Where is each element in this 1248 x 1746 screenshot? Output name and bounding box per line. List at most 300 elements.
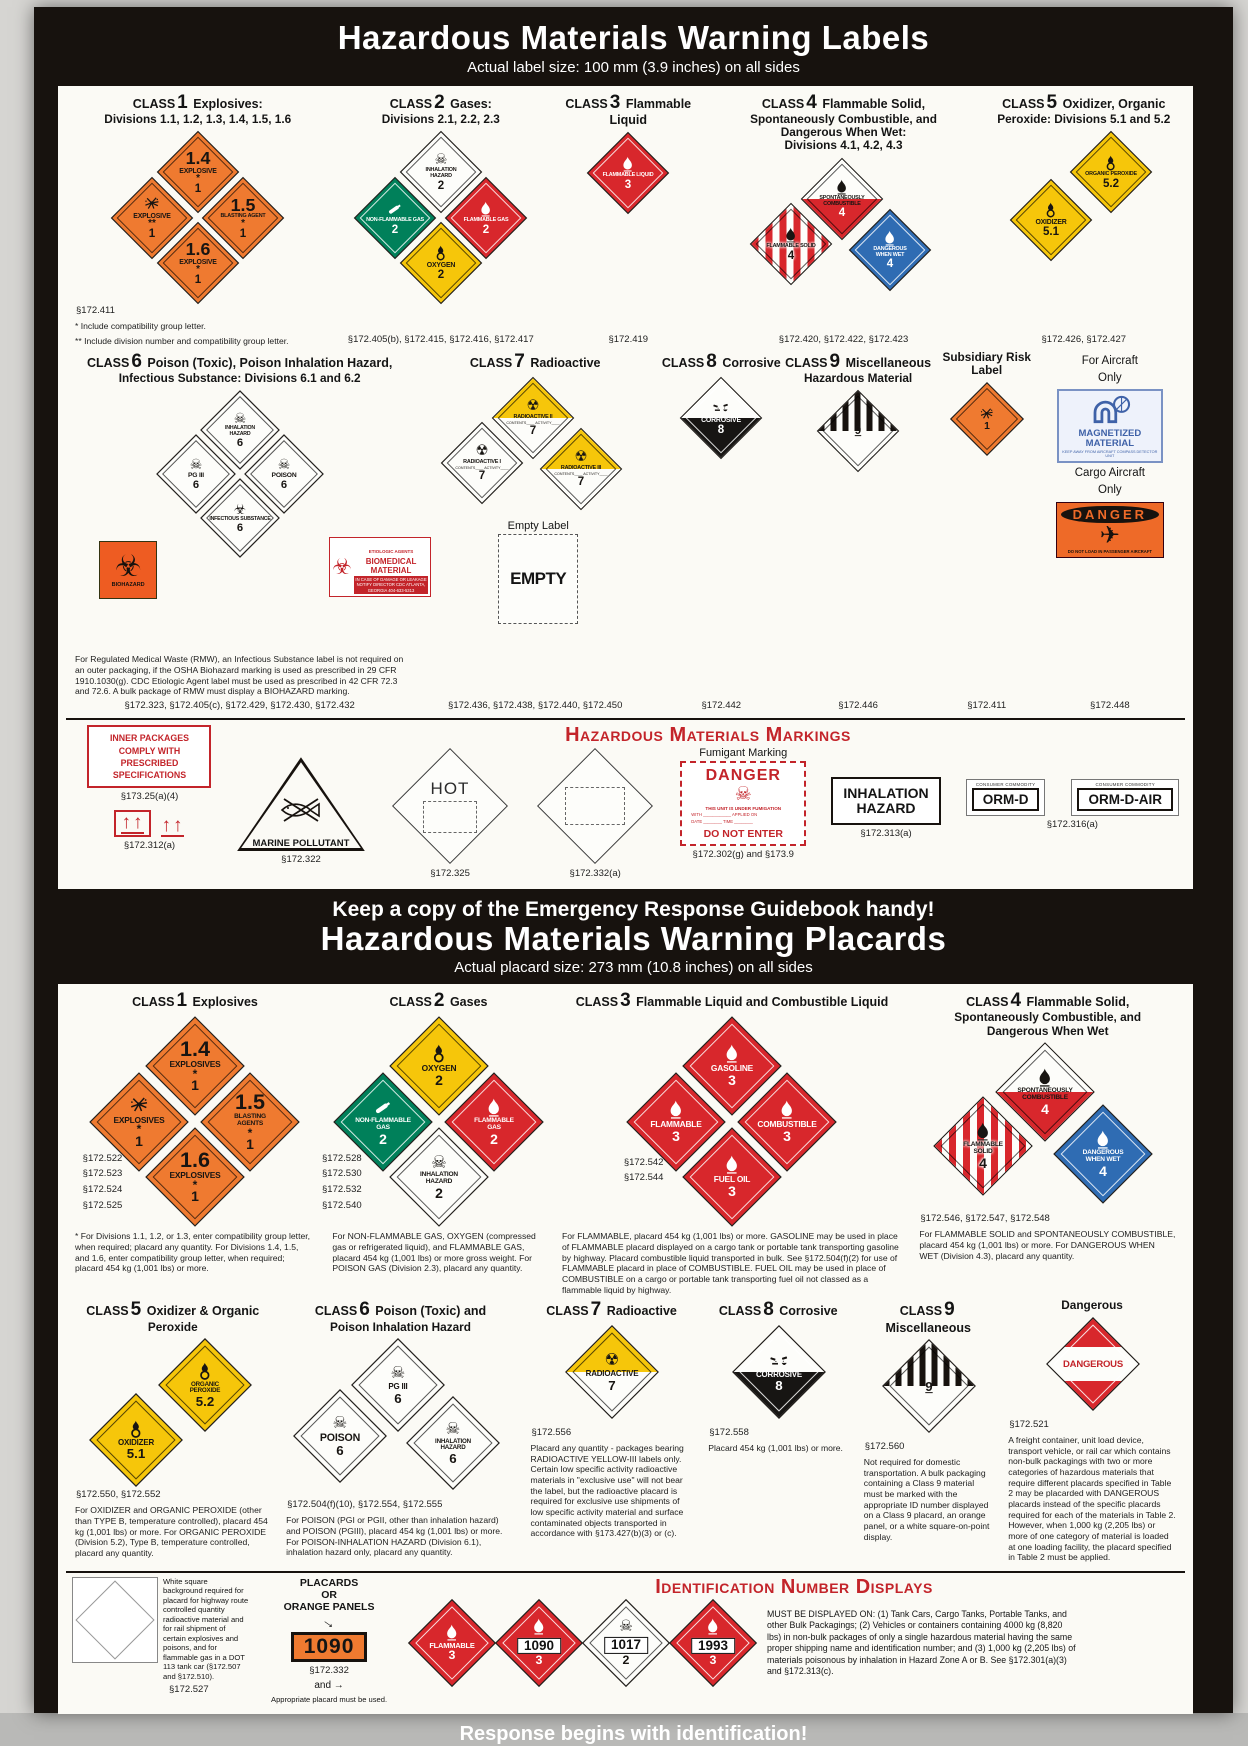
class-number: 5.1 bbox=[126, 1446, 146, 1462]
diamond-radioactive-i bbox=[442, 423, 522, 503]
compatibility-asterisk: * bbox=[193, 1067, 198, 1082]
class-number: 7 bbox=[577, 475, 585, 488]
hazard-text: POISON bbox=[271, 471, 297, 479]
hazard-text: EXPLOSIVE bbox=[179, 258, 217, 266]
cargo-aircraft-caption: Only bbox=[1098, 484, 1122, 497]
class-number: 6 bbox=[393, 1390, 402, 1406]
hazard-text: INHALATION HAZARD bbox=[420, 1171, 458, 1186]
hazard-text: ORGANIC PEROXIDE bbox=[1085, 170, 1138, 177]
class-number: 6 bbox=[335, 1442, 344, 1458]
diamond-dangerous-when-wet bbox=[1055, 1106, 1152, 1203]
class-number: 6 bbox=[448, 1450, 457, 1466]
class-number: 2 bbox=[392, 223, 399, 236]
flame-icon bbox=[530, 1619, 547, 1636]
cargo-aircraft-danger-label: DANGER ✈ DO NOT LOAD IN PASSENGER AIRCRAFT bbox=[1056, 502, 1164, 558]
class-heading: CLASS 3 Flammable Liquid bbox=[565, 91, 692, 127]
class-heading: CLASS 8 Corrosive bbox=[661, 350, 781, 372]
class-9-labels: CLASS 9 Miscellaneous Hazardous Material 9 §172.446 bbox=[781, 351, 934, 712]
regulation-citations: §172.312(a) bbox=[123, 839, 176, 851]
placards-or-orange-panels: PLACARDS OR ORANGE PANELS → 1090 §172.332 and → Appropriate placard must be used. bbox=[257, 1577, 401, 1705]
skull-icon: ☠ bbox=[332, 1413, 347, 1433]
labels-section bbox=[58, 86, 1193, 889]
class-7-labels bbox=[409, 351, 661, 712]
marking-hot: HOT §172.325 bbox=[390, 747, 510, 880]
marking-triangle: MARINE POLLUTANT §172.322 bbox=[237, 747, 365, 866]
regulation-citations: §172.332(a) bbox=[569, 868, 621, 880]
diamond-cluster bbox=[442, 378, 628, 618]
class-number: 1 bbox=[135, 1132, 144, 1149]
diamond-explosives bbox=[147, 1128, 244, 1225]
class-number: 1 bbox=[246, 1136, 255, 1153]
class-1-labels: CLASS 1 Explosives: Divisions 1.1, 1.2, 1.3, 1.4, 1.5, 1.6 1.4 EXPLOSIVE * 1 EXPLOSIVE ** 1 1.5 BLASTING AGENT * 1 1.6 EXPLOSIVE * 1 §172.411 * Include compatibility group letter. ** Include division number and compatibility group letter. bbox=[70, 92, 326, 347]
skull-icon: ☠ bbox=[445, 1419, 460, 1439]
magnet-compass-icon bbox=[1084, 394, 1136, 424]
diamond-poison bbox=[294, 1391, 385, 1482]
hazard-text: EXPLOSIVE bbox=[133, 212, 171, 220]
class-6-placards: CLASS 6 Poison (Toxic) and Poison Inhalation Hazard ☠ PG III 6 ☠ POISON 6 ☠ INHALATION HAZARD 6 §172.504(f)(10), §172.554, §172.555 For POISON (PGI or PGII, other than inhalation hazard) and POISON (PGIII), placard 454 kg (1,001 lbs) or more. For POISON-INHALATION HAZARD (Division 6.1), inhalation hazard only, placard any quantity. bbox=[281, 1299, 520, 1557]
arrow-icon: → bbox=[318, 1611, 341, 1634]
class-heading: CLASS 1 Explosives bbox=[132, 990, 258, 1012]
magnetized-material-label: MAGNETIZED MATERIAL KEEP AWAY FROM AIRCRAFT COMPASS DETECTOR UNIT bbox=[1057, 389, 1163, 463]
class-heading: CLASS 1 Explosives: bbox=[132, 91, 263, 113]
diamond-cluster bbox=[678, 378, 764, 464]
diamond-cluster bbox=[879, 1341, 977, 1439]
regulation-citations: §172.546, §172.547, §172.548 bbox=[920, 1212, 1050, 1224]
white-square-note: White square background required for placard for highway route controlled quantity radioactive material and for rail shipment of certain explosives and poisons, and for flammable gas in a DOT 113 tank car (§172.507 and §172.510). §172.527 bbox=[72, 1577, 249, 1705]
skull-icon: ☠ bbox=[277, 455, 290, 472]
diamond-explosive bbox=[158, 223, 238, 303]
class-9-placards bbox=[859, 1299, 998, 1542]
oxidizer-icon bbox=[196, 1362, 214, 1380]
fine-print: CONTENTS____ ACTIVITY____ bbox=[455, 465, 509, 470]
biohazard-icon: ☣ bbox=[233, 500, 246, 517]
diamond-flammable-solid bbox=[935, 1098, 1032, 1195]
diamond-cluster bbox=[1043, 1319, 1141, 1417]
class-1-placards bbox=[70, 990, 320, 1274]
diamond-cluster bbox=[935, 1044, 1161, 1211]
regulation-citations: §172.527 bbox=[169, 1684, 209, 1696]
footnote: Placard 454 kg (1,001 lbs) or more. bbox=[708, 1443, 843, 1453]
class-5-labels: CLASS 5 Oxidizer, Organic Peroxide: Divisions 5.1 and 5.2 ORGANIC PEROXIDE 5.2 OXIDIZER 5.1 §172.426, §172.427 bbox=[987, 92, 1181, 347]
hazard-text: EXPLOSIVES bbox=[169, 1170, 222, 1181]
footnote: For NON-FLAMMABLE GAS, OXYGEN (compressed gas or refrigerated liquid), and FLAMMABLE GAS, placard 454 kg (1,001 lbs) or more gross weight. For POISON GAS (Division 2.3), placard any quantity. bbox=[332, 1231, 536, 1274]
compatibility-asterisk: * bbox=[241, 217, 246, 229]
diamond-cluster bbox=[729, 1327, 827, 1425]
regulation-citations: §172.521 bbox=[1009, 1418, 1049, 1430]
guidebook-banner: Keep a copy of the Emergency Response Guidebook handy! bbox=[332, 897, 935, 921]
regulation-citations: §172.448 bbox=[1090, 699, 1130, 711]
skull-icon: ☠ bbox=[434, 151, 448, 168]
class-number: 6 bbox=[192, 478, 199, 491]
flame-icon bbox=[778, 1100, 797, 1119]
hazard-text: INHALATION HAZARD bbox=[224, 425, 255, 437]
hazard-text: OXYGEN bbox=[421, 1063, 457, 1074]
regulation-citations: §172.420, §172.422, §172.423 bbox=[778, 334, 909, 346]
fine-print: CONTENTS____ ACTIVITY____ bbox=[506, 420, 560, 425]
class-number: 4 bbox=[1041, 1101, 1050, 1118]
explosion-icon bbox=[144, 196, 160, 212]
flame-icon bbox=[484, 1098, 503, 1117]
footnote: For Regulated Medical Waste (RMW), an Infectious Substance label is not required on an outer packaging, if the OSHA Biohazard marking is used as prescribed in 29 CFR 1910.1030(g). CDC Etiologic Agent label must be used as prescribed in 42 CFR 72.3 and 72.6. A bulk package of RMW must display a BIOHAZARD marking. bbox=[75, 654, 404, 697]
compatibility-asterisk: * bbox=[193, 1178, 198, 1193]
oxidizer-icon bbox=[433, 245, 449, 261]
middle-banner bbox=[34, 889, 1233, 985]
hazard-text: FLAMMABLE GAS bbox=[474, 1117, 514, 1131]
skull-icon: ☠ bbox=[431, 1151, 447, 1172]
placards-row-1 bbox=[66, 988, 1185, 1297]
bottom-banner bbox=[34, 1714, 1233, 1746]
fine-print: CONTENTS____ ACTIVITY____ bbox=[554, 471, 608, 476]
class-3-labels bbox=[556, 92, 700, 347]
diamond-cluster bbox=[90, 1340, 255, 1487]
diamond-cluster bbox=[355, 132, 526, 303]
hazard-text: FLAMMABLE bbox=[428, 1641, 475, 1651]
class-6-labels: CLASS 6 Poison (Toxic), Poison Inhalation Hazard, Infectious Substance: Divisions 6.1 and 6.2 ☠ INHALATION HAZARD 6 ☠ PG III 6 ☠ POISON 6 ☣ INFECTIOUS SUBSTANCE 6 ☣ BIOHAZARD ☣ ETIOLOGIC AGENTS BIOMEDICAL MATERIAL IN CASE OF DAMAGE OR LEAKAGE NOTIFY DIRECTOR CDC ATLANTA, GEORGIA 404-633-5313 For Regulated Medical Waste (RMW), an Infectious Substance label is not required on an outer packaging, if the OSHA Biohazard marking is used as prescribed in 29 CFR 1910.1030(g). CDC Etiologic Agent label must be used as prescribed in 42 CFR 72.3 and 72.6. A bulk package of RMW must display a BIOHAZARD marking. §172.323, §172.405(c), §172.429, §172.430, §172.432 bbox=[70, 351, 409, 712]
skull-icon: ☠ bbox=[618, 1618, 633, 1636]
class-number: 3 bbox=[672, 1128, 681, 1145]
explosion-icon bbox=[980, 406, 994, 420]
must-be-displayed-text: MUST BE DISPLAYED ON: (1) Tank Cars, Cargo Tanks, Portable Tanks, and other Bulk Packagings; (2) Vehicles or containers containing 4000 kg (8,820 lbs) in non-bulk packages of only a single hazardous material having the same proper shipping name and identification number; and (3) 1,000 kg (2,205 lbs) of materials poisonous by inhalation in Hazard Zone A or B. See §172.301(a)(3) and §172.313(c). bbox=[767, 1609, 1076, 1677]
class-3-placards bbox=[557, 990, 907, 1295]
subsidiary-risk-label bbox=[935, 351, 1039, 712]
hazard-text: DANGEROUS bbox=[1062, 1358, 1123, 1370]
explosion-icon bbox=[130, 1096, 149, 1115]
hazard-text: COMBUSTIBLE bbox=[757, 1119, 818, 1130]
fumigant-danger-sign: DANGER ☠ THIS UNIT IS UNDER FUMIGATION WITH ____________ APPLIED ON DATE ________ TIME ________ DO NOT ENTER bbox=[680, 761, 806, 845]
class-number: 9 bbox=[925, 1378, 933, 1394]
class-number: 3 bbox=[783, 1128, 792, 1145]
flame-icon bbox=[667, 1100, 686, 1119]
regulation-citations: §172.411 bbox=[967, 699, 1007, 711]
biohazard-marking: ☣ BIOHAZARD bbox=[99, 541, 157, 599]
class-2-labels: CLASS 2 Gases: Divisions 2.1, 2.2, 2.3 ☠ INHALATION HAZARD 2 NON-FLAMMABLE GAS 2 FLAMMABLE GAS 2 OXYGEN 2 §172.405(b), §172.415, §172.416, §172.417 bbox=[330, 92, 552, 347]
regulation-citations: §172.556 bbox=[531, 1426, 572, 1438]
regulation-citations: §172.325 bbox=[430, 868, 470, 880]
compatibility-asterisk: ** bbox=[148, 218, 157, 230]
class-number: 2 bbox=[438, 269, 445, 282]
diamond-cluster bbox=[563, 1327, 661, 1425]
markings-title: Hazardous Materials Markings bbox=[565, 724, 851, 747]
oxidizer-icon bbox=[429, 1044, 448, 1063]
flame-icon bbox=[620, 156, 636, 172]
up-arrows-icon: ↑↑ bbox=[121, 811, 145, 833]
compatibility-asterisk: * bbox=[248, 1125, 253, 1140]
id-displays-title: Identification Number Displays bbox=[655, 1575, 933, 1598]
diamond-cluster bbox=[322, 1017, 542, 1225]
hazard-text: CORROSIVE bbox=[701, 416, 742, 424]
compatibility-asterisk: * bbox=[196, 263, 201, 275]
regulation-citations: §173.25(a)(4) bbox=[120, 791, 179, 803]
un-id-number: 1017 bbox=[604, 1637, 648, 1654]
diamond-corrosive bbox=[681, 378, 761, 458]
crossed-fish-icon bbox=[278, 797, 324, 823]
class-number: 7 bbox=[478, 469, 486, 482]
hazard-text: FLAMMABLE GAS bbox=[463, 216, 509, 223]
orm-d-air-marking: CONSUMER COMMODITY ORM-D-AIR bbox=[1071, 779, 1179, 816]
footnote: For OXIDIZER and ORGANIC PEROXIDE (other than TYPE B, temperature controlled), placard 454 kg (1,001 lbs) or more. For ORGANIC PEROXIDE (Division 5.2), Type B, temperature controlled, placard any quantity. bbox=[75, 1505, 268, 1558]
hazard-text: RADIOACTIVE bbox=[585, 1369, 639, 1379]
white-square-background bbox=[72, 1577, 158, 1663]
class-8-placards bbox=[703, 1299, 853, 1453]
class-heading: CLASS 9 Miscellaneous bbox=[885, 1299, 971, 1335]
un-id-number: 1090 bbox=[517, 1638, 561, 1655]
section-heading: Subsidiary Risk bbox=[942, 349, 1031, 364]
skull-icon: ☠ bbox=[233, 409, 246, 426]
diamond-flammable-liquid bbox=[588, 133, 668, 213]
division-number: 1.4 bbox=[180, 1035, 211, 1061]
diamond-class9 bbox=[818, 391, 898, 471]
class-number: 3 bbox=[535, 1653, 542, 1668]
hazmat-poster bbox=[34, 7, 1233, 1746]
class-number: 1 bbox=[240, 227, 247, 240]
hazard-text: FUEL OIL bbox=[714, 1174, 751, 1185]
oxidizer-icon bbox=[127, 1420, 145, 1438]
class-number: 2 bbox=[379, 1130, 387, 1147]
class-number: 3 bbox=[448, 1648, 455, 1663]
flame-icon bbox=[478, 201, 494, 217]
class-8-labels bbox=[661, 351, 781, 712]
diamond-oxidizer bbox=[1011, 180, 1091, 260]
class-number: 2 bbox=[622, 1653, 629, 1668]
class-heading: CLASS 5 Oxidizer & Organic bbox=[86, 1299, 260, 1321]
section-heading: Label bbox=[971, 362, 1003, 377]
footnote: For FLAMMABLE, placard 454 kg (1,001 lbs) or more. GASOLINE may be used in place of FLAMMABLE placard displayed on a cargo tank or portable tank transporting gasoline by highway. Placard combustible liquid transported in bulk. See §172.504(f)(2) for use of FLAMMABLE placard in place of COMBUSTIBLE. FUEL OIL may be used in place of COMBUSTIBLE on a cargo or portable tank transporting fuel oil not classed as a flammable liquid by highway. bbox=[562, 1231, 899, 1295]
class-number: 1 bbox=[983, 420, 990, 432]
flame-icon bbox=[443, 1624, 460, 1641]
compatibility-asterisk: * bbox=[196, 172, 201, 184]
class-heading: CLASS 4 Flammable Solid, bbox=[966, 990, 1130, 1012]
regulation-citations: §172.528 §172.530 §172.532 §172.540 bbox=[322, 1152, 362, 1211]
biohazard-icon: ☣ bbox=[332, 554, 352, 580]
hazard-text: DANGEROUS WHEN WET bbox=[872, 245, 907, 257]
class-4-placards: CLASS 4 Flammable Solid, Spontaneously Combustible, and Dangerous When Wet SPONTANEOUSLY COMBUSTIBLE 4 FLAMMABLE SOLID 4 DANGEROUS WHEN WET 4 §172.546, §172.547, §172.548 For FLAMMABLE SOLID and SPONTANEOUSLY COMBUSTIBLE, placard 454 kg (1,001 lbs) or more. For DANGEROUS WHEN WET (Division 4.3), placard any quantity. bbox=[914, 990, 1181, 1261]
hazard-text: DANGEROUS WHEN WET bbox=[1082, 1149, 1124, 1164]
dangerous-placard bbox=[1003, 1299, 1181, 1562]
regulation-citations: §172.302(g) and §173.9 bbox=[692, 848, 794, 860]
marking-orm bbox=[966, 747, 1179, 831]
regulation-citations: §172.419 bbox=[608, 334, 649, 346]
footnote: A freight container, unit load device, transport vehicle, or rail car which contains non-bulk packagings with two or more categories of hazardous materials that require different placards specified in Table 2 may be placarded with DANGEROUS placards instead of the specific placards required for each of the materials in Table 2. However, when 1,000 kg (2,205 lbs) or more of one category of material is loaded at one loading facility, the placard specified in Table 2 must be applied. bbox=[1008, 1434, 1176, 1563]
hazard-text: SPONTANEOUSLY COMBUSTIBLE bbox=[1017, 1087, 1073, 1102]
class-heading: CLASS 6 Poison (Toxic) and bbox=[314, 1299, 487, 1321]
cylinder-icon bbox=[387, 201, 403, 217]
inner-packages-marking: INNER PACKAGES COMPLY WITH PRESCRIBED SPECIFICATIONS §173.25(a)(4) ↑↑ ↑↑ §172.312(a) bbox=[72, 725, 227, 880]
placards-row-2 bbox=[66, 1297, 1185, 1564]
class-number: 1 bbox=[191, 1188, 200, 1205]
aircraft-caption: Only bbox=[1098, 371, 1122, 384]
diamond-white bbox=[583, 1601, 668, 1686]
regulation-citations: §172.405(b), §172.415, §172.416, §172.417 bbox=[347, 334, 534, 346]
class-number: 2 bbox=[490, 1130, 498, 1147]
footnote: For FLAMMABLE SOLID and SPONTANEOUSLY COMBUSTIBLE, placard 454 kg (1,001 lbs) or more. For DANGEROUS WHEN WET (Division 4.3), placard any quantity. bbox=[919, 1229, 1176, 1261]
regulation-citations: §172.323, §172.405(c), §172.429, §172.430, §172.432 bbox=[124, 699, 355, 711]
class-number: 3 bbox=[728, 1072, 737, 1089]
diamond-class9 bbox=[883, 1341, 974, 1432]
hazard-text: BLASTING AGENTS bbox=[234, 1113, 267, 1127]
hazard-text: FLAMMABLE SOLID bbox=[765, 242, 816, 249]
diamond-corrosive bbox=[733, 1327, 824, 1418]
diamond-cluster bbox=[294, 1340, 507, 1497]
radiation-icon: ☢ bbox=[475, 443, 489, 460]
class-number: 7 bbox=[529, 424, 537, 437]
hazard-text: SPONTANEOUSLY COMBUSTIBLE bbox=[818, 194, 865, 206]
footnote: Placard any quantity - packages bearing RADIOACTIVE YELLOW-III labels only. Certain low specific activity radioactive materials in "exclusive use" will not bear the label, but the radioactive placard is required for exclusive use shipments of low specific activity material and surface contaminated objects transported in accordance with §173.427(b)(3) or (c). bbox=[530, 1443, 684, 1539]
hazard-text: CORROSIVE bbox=[755, 1369, 802, 1379]
class-number: 6 bbox=[236, 522, 243, 535]
regulation-citations: §172.558 bbox=[709, 1426, 749, 1438]
diamond-cluster bbox=[751, 159, 937, 297]
diamond-orange bbox=[951, 383, 1022, 454]
division-number: 1.5 bbox=[235, 1089, 266, 1115]
class-2-placards bbox=[322, 990, 549, 1274]
class-number: 6 bbox=[236, 436, 243, 449]
un-id-number: 1993 bbox=[691, 1638, 735, 1655]
diamond-infectious-substance bbox=[201, 479, 278, 556]
division-number: 1.6 bbox=[185, 238, 211, 259]
class-heading: CLASS 4 Flammable Solid, bbox=[761, 91, 926, 113]
hazard-text: RADIOACTIVE I bbox=[463, 458, 502, 465]
class-number: 8 bbox=[775, 1378, 783, 1394]
oxidizer-icon bbox=[1103, 155, 1119, 171]
cargo-aircraft-caption: Cargo Aircraft bbox=[1074, 467, 1145, 480]
class-number: 4 bbox=[1099, 1163, 1108, 1180]
orm-d-marking: CONSUMER COMMODITY ORM-D bbox=[966, 779, 1046, 816]
class-heading: CLASS 3 Flammable Liquid and Combustible Liquid bbox=[575, 990, 889, 1012]
regulation-citations: §172.504(f)(10), §172.554, §172.555 bbox=[287, 1498, 443, 1510]
class-number: 2 bbox=[438, 179, 445, 192]
flame-icon bbox=[1036, 1068, 1055, 1087]
diamond-cluster bbox=[623, 1017, 836, 1225]
diamond-cluster bbox=[112, 132, 283, 303]
class-number: 1 bbox=[195, 273, 202, 286]
footnote: For POISON (PGI or PGII, other than inhalation hazard) and POISON (PGIII), placard 454 kg (1,001 lbs) or more. For POISON-INHALATION HAZARD (Division 6.1), inhalation hazard only, placard any quantity. bbox=[286, 1515, 503, 1558]
flame-icon bbox=[1094, 1130, 1113, 1149]
class-number: 5.1 bbox=[1043, 226, 1060, 239]
class-heading: CLASS 8 Corrosive bbox=[718, 1299, 838, 1321]
plane-icon: ✈ bbox=[1099, 521, 1120, 549]
diamond-cluster bbox=[82, 1017, 299, 1225]
class-number: 7 bbox=[608, 1377, 616, 1393]
hazard-text: INHALATION HAZARD bbox=[425, 167, 457, 179]
labels-title: Hazardous Materials Warning Labels bbox=[337, 19, 930, 56]
hazard-text: OXIDIZER bbox=[1035, 218, 1067, 226]
class-number: 4 bbox=[886, 257, 893, 270]
hazard-text: FLAMMABLE SOLID bbox=[963, 1141, 1004, 1156]
class-number: 8 bbox=[718, 424, 725, 437]
division-number: 1.4 bbox=[185, 147, 211, 168]
diamond-oxidizer bbox=[90, 1395, 181, 1486]
diamond-fuel-oil bbox=[684, 1128, 781, 1225]
regulation-citations: §172.411 bbox=[76, 305, 115, 317]
footnote: * Include compatibility group letter. bbox=[75, 321, 206, 332]
diamond-dangerous-when-wet bbox=[850, 210, 930, 290]
class-heading: CLASS 6 Poison (Toxic), Poison Inhalation Hazard, bbox=[86, 350, 393, 372]
class-heading: CLASS 7 Radioactive bbox=[546, 1299, 677, 1321]
class-heading: CLASS 5 Oxidizer, Organic bbox=[1002, 91, 1166, 113]
class-number: 6 bbox=[280, 478, 287, 491]
hazard-text: EXPLOSIVE bbox=[179, 167, 217, 175]
compatibility-asterisk: * bbox=[137, 1122, 142, 1137]
diamond-dangerous bbox=[1047, 1319, 1138, 1410]
biomedical-material-label: ☣ ETIOLOGIC AGENTS BIOMEDICAL MATERIAL IN CASE OF DAMAGE OR LEAKAGE NOTIFY DIRECTOR CDC ATLANTA, GEORGIA 404-633-5313 bbox=[329, 537, 431, 597]
hazard-text: INHALATION HAZARD bbox=[434, 1437, 471, 1452]
diamond-inhalation-hazard bbox=[407, 1398, 498, 1489]
flame-icon bbox=[882, 230, 898, 246]
labels-header bbox=[34, 7, 1233, 86]
class-heading: CLASS 2 Gases bbox=[389, 990, 488, 1012]
flame-icon bbox=[834, 179, 850, 195]
flame-icon bbox=[974, 1122, 993, 1141]
orange-panel-1090: 1090 bbox=[291, 1632, 368, 1662]
placards-subtitle: Actual placard size: 273 mm (10.8 inches) on all sides bbox=[454, 959, 813, 977]
hazard-text: OXIDIZER bbox=[117, 1438, 154, 1448]
class-number: 1 bbox=[149, 228, 156, 241]
marking-empty-diamond bbox=[535, 747, 655, 880]
skull-icon: ☠ bbox=[390, 1363, 405, 1383]
diamond-red bbox=[670, 1601, 755, 1686]
diamond-flammable bbox=[409, 1601, 494, 1686]
regulation-citations: §172.550, §172.552 bbox=[76, 1488, 161, 1500]
flame-icon bbox=[704, 1619, 721, 1636]
hazard-text: EXPLOSIVES bbox=[113, 1114, 166, 1125]
hazard-text: INFECTIOUS SUBSTANCE bbox=[208, 515, 271, 522]
aircraft-labels bbox=[1039, 351, 1181, 712]
id-placard-examples bbox=[409, 1601, 755, 1686]
class-number: 2 bbox=[435, 1072, 443, 1089]
radiation-icon: ☢ bbox=[604, 1350, 620, 1370]
corrosive-icon bbox=[713, 400, 729, 416]
oxidizer-icon bbox=[1043, 202, 1059, 218]
class-number: 1 bbox=[195, 182, 202, 195]
hazard-text: OXYGEN bbox=[427, 261, 456, 269]
class-number: 4 bbox=[979, 1155, 988, 1172]
hazard-text: ORGANIC PEROXIDE bbox=[189, 1380, 221, 1395]
regulation-citations: §172.442 bbox=[701, 699, 742, 711]
flame-icon bbox=[783, 226, 799, 242]
class-number: 5.2 bbox=[195, 1393, 215, 1409]
hazard-text: NON-FLAMMABLE GAS bbox=[355, 1117, 411, 1131]
labels-subtitle: Actual label size: 100 mm (3.9 inches) on all sides bbox=[467, 58, 800, 76]
hazard-text: FLAMMABLE LIQUID bbox=[602, 171, 654, 178]
regulation-citations: §172.436, §172.438, §172.440, §172.450 bbox=[448, 699, 623, 711]
markings-band bbox=[66, 718, 1185, 882]
footnote: Not required for domestic transportation. A bulk packaging containing a Class 9 material must be marked with the appropriate ID number displayed on a Class 9 placard, an orange panel, or a white square-on-point display. bbox=[863, 1457, 990, 1542]
placards-title: Hazardous Materials Warning Placards bbox=[320, 919, 947, 957]
class-heading: CLASS 2 Gases: bbox=[389, 91, 492, 113]
marking-textbox: INHALATION HAZARD §172.313(a) bbox=[831, 747, 940, 840]
class-heading: CLASS 7 Radioactive bbox=[469, 350, 601, 372]
response-banner-text: Response begins with identification! bbox=[459, 1723, 808, 1746]
class-5-placards: CLASS 5 Oxidizer & Organic Peroxide ORGANIC PEROXIDE 5.2 OXIDIZER 5.1 §172.550, §172.552 For OXIDIZER and ORGANIC PEROXIDE (other than TYPE B, temperature controlled), placard 454 kg (1,001 lbs) or more. For ORGANIC PEROXIDE (Division 5.2), Type B, temperature controlled, placard any quantity. bbox=[70, 1299, 276, 1558]
class-number: 5.2 bbox=[1103, 177, 1120, 190]
cylinder-icon bbox=[373, 1098, 392, 1117]
class-4-labels: CLASS 4 Flammable Solid, Spontaneously Combustible, and Dangerous When Wet: Divisions 4.1, 4.2, 4.3 SPONTANEOUSLY COMBUSTIBLE 4 FLAMMABLE SOLID 4 DANGEROUS WHEN WET 4 §172.420, §172.422, §172.423 bbox=[705, 92, 983, 347]
footnote: * For Divisions 1.1, 1.2, or 1.3, enter compatibility group letter, when required; placard any quantity. For Divisions 1.4, 1.5, and 1.6, enter compatibility group letter, when required; placard 454 kg (1,001 lbs) or more. bbox=[75, 1231, 311, 1274]
regulation-citations: §172.560 bbox=[864, 1440, 905, 1452]
radiation-icon: ☢ bbox=[574, 449, 588, 466]
marking-fumigant: Fumigant Marking DANGER ☠ THIS UNIT IS UNDER FUMIGATION WITH ____________ APPLIED ON DATE ________ TIME ________ DO NOT ENTER §172.302(g) and §173.9 bbox=[680, 747, 806, 861]
hazard-text: RADIOACTIVE II bbox=[513, 413, 553, 420]
biohazard-icon: ☣ bbox=[114, 550, 142, 584]
hazard-text: EXPLOSIVES bbox=[169, 1059, 222, 1070]
class-number: 4 bbox=[787, 248, 794, 261]
regulation-citations: §172.316(a) bbox=[1046, 819, 1098, 831]
orientation-arrows-marking bbox=[72, 810, 227, 837]
regulation-citations: §172.332 bbox=[309, 1665, 349, 1676]
class-number: 4 bbox=[838, 206, 845, 219]
diamond-cluster bbox=[1011, 132, 1156, 261]
class-heading: CLASS 9 Miscellaneous bbox=[785, 350, 932, 372]
